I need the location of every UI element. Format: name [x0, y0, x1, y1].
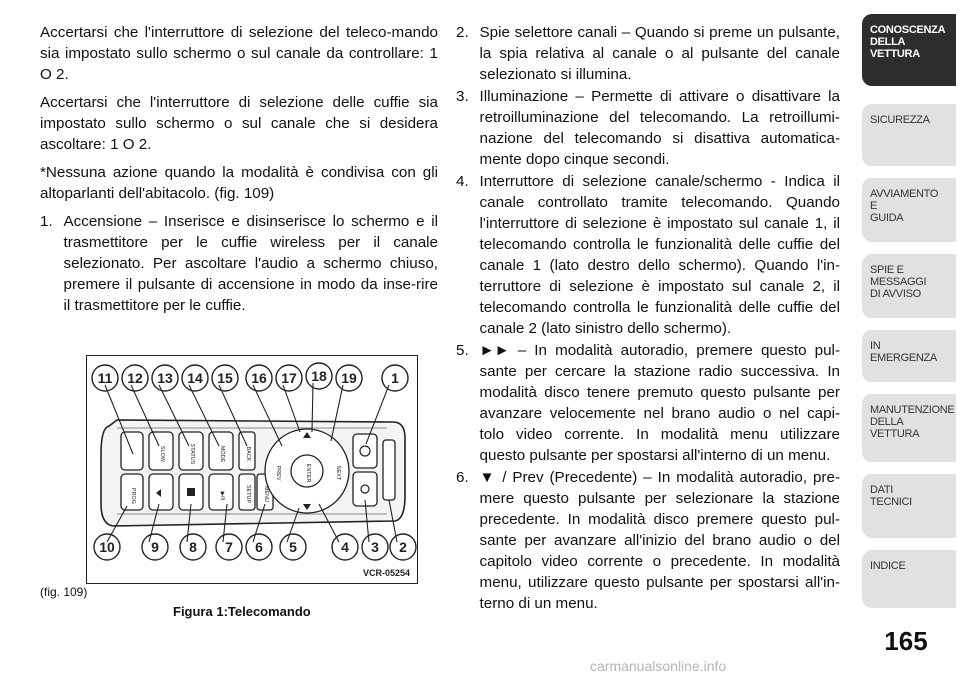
- menu-label: MENU: [263, 485, 269, 503]
- list-item: [456, 171, 840, 339]
- sidebar-tab-label: INDICE: [870, 560, 906, 572]
- callout-number: 11: [97, 370, 113, 386]
- callout-number: 1: [391, 370, 399, 386]
- remote-control-illustration: [87, 356, 417, 583]
- callout-number: 19: [341, 370, 357, 386]
- list-item-text: Accensione – Inserisce e disinserisce lo schermo e il trasmettitore per le cuffie wireless per il canale selezionato. Per ascoltare l'audio a schermo chiuso, premere il pulsante di accensione in modo da inse-rire il trasmettitore per le cuffie.: [63, 213, 438, 314]
- list-item-text: ▼ / Prev (Precedente) – In modalità autoradio, pre-mere questo pulsante per selezionare la stazione precedente. In modalità disco premere questo pul-sante per avanzare all'inizio del brano audio o del capitolo video corrente o precedente. In modalità menu, utilizzare questo pulsante per spostarsi all'in-terno di un menu.: [479, 469, 840, 612]
- sidebar-tab-label: MANUTENZIONE: [870, 404, 955, 416]
- sidebar-tab-label: VETTURA: [870, 428, 920, 440]
- callout-number: 5: [289, 539, 297, 555]
- callout-number: 13: [157, 370, 173, 386]
- callout-number: 16: [251, 370, 267, 386]
- sidebar-tab-3[interactable]: [862, 178, 956, 242]
- sidebar-tab-label: EMERGENZA: [870, 352, 937, 364]
- chapter-sidebar: [862, 0, 960, 678]
- stop-icon: [187, 488, 195, 496]
- sidebar-tab-label: GUIDA: [870, 212, 904, 224]
- sidebar-tab-label: E: [870, 200, 878, 212]
- list-item-number: 3.: [456, 88, 469, 105]
- power-button: [353, 434, 377, 468]
- list-item: [40, 211, 438, 316]
- list-item: [456, 340, 840, 466]
- sidebar-tab-label: MESSAGGI: [870, 276, 927, 288]
- list-item-number: 6.: [456, 469, 469, 486]
- sidebar-tab-4[interactable]: [862, 254, 956, 318]
- watermark: carmanualsonline.info: [590, 658, 727, 674]
- prev-label: PREV: [275, 465, 281, 481]
- mode-label: MODE: [219, 445, 225, 463]
- sidebar-tab-label: DELLA: [870, 416, 904, 428]
- back-label: BACK: [245, 446, 251, 462]
- enter-label: ENTER: [305, 463, 311, 483]
- next-label: NEXT: [335, 465, 341, 481]
- callout-number: 9: [151, 539, 159, 555]
- sidebar-tab-5[interactable]: [862, 330, 956, 382]
- figure-reference: (fig. 109): [40, 585, 88, 599]
- callout-number: 18: [311, 368, 327, 384]
- sidebar-tab-1[interactable]: [862, 14, 956, 86]
- list-item-number: 2.: [456, 24, 469, 41]
- setup-label: SETUP: [245, 484, 251, 504]
- sidebar-tab-label: VETTURA: [870, 48, 920, 60]
- remote-control-figure: [86, 355, 418, 584]
- list-item: [456, 86, 840, 170]
- sidebar-tab-label: IN: [870, 340, 881, 352]
- list-item-text: Spie selettore canali – Quando si preme un pulsante, la spia relativa al canale o al pulsante del canale selezionato si illumina.: [479, 24, 840, 83]
- paragraph-note: *Nessuna azione quando la modalità è condivisa con gli altoparlanti dell'abitacolo. (fig. 109): [40, 164, 438, 202]
- sidebar-tab-label: DI AVVISO: [870, 288, 921, 300]
- list-item: [456, 467, 840, 614]
- sidebar-tab-2[interactable]: [862, 104, 956, 166]
- slow-label: SLOW: [159, 445, 165, 463]
- figure-caption: Figura 1:Telecomando: [173, 604, 311, 619]
- sidebar-tab-label: DELLA: [870, 36, 906, 48]
- status-label: STATUS: [189, 443, 195, 465]
- callout-number: 15: [217, 370, 233, 386]
- callout-number: 2: [399, 539, 407, 555]
- prog-label: PROG: [130, 487, 136, 505]
- callout-number: 12: [127, 370, 143, 386]
- callout-number: 17: [281, 370, 297, 386]
- page-number: 165: [884, 626, 928, 656]
- callout-number: 4: [341, 539, 349, 555]
- sidebar-tab-6[interactable]: [862, 394, 956, 462]
- left-column: [40, 22, 438, 317]
- sidebar-tab-7[interactable]: [862, 474, 956, 538]
- list-item-number: 1.: [40, 213, 53, 230]
- list-item-number: 5.: [456, 342, 469, 359]
- list-item-text: Illuminazione – Permette di attivare o disattivare la retroilluminazione del telecomando. La retroillumi-nazione del telecomando si disattiva automatica-mente dopo cinque secondi.: [479, 88, 840, 168]
- callout-number: 10: [99, 539, 115, 555]
- sidebar-tab-label: DATI: [870, 484, 894, 496]
- callout-number: 8: [189, 539, 197, 555]
- paragraph-channel-switch: Accertarsi che l'interruttore di selezione del teleco-mando sia impostato sullo schermo o sul canale da controllare: 1 O 2.: [40, 24, 438, 83]
- list-item-text: ►► – In modalità autoradio, premere questo pul-sante per cercare la stazione radio successiva. In modalità disco tenere premuto questo pulsante per avanzare velocemente nel brano audio o nel capi-tolo video corrente. In modalità menu utilizzare questo pulsante per spostarsi all'interno di un menu.: [479, 342, 840, 464]
- callout-number: 14: [187, 370, 203, 386]
- channel-selector: [383, 440, 395, 500]
- list-item-number: 4.: [456, 173, 469, 190]
- paragraph-headphone-switch: Accertarsi che l'interruttore di selezione delle cuffie sia impostato sullo schermo o sul canale che si desidera ascoltare: 1 O 2.: [40, 94, 438, 153]
- sidebar-tab-label: SICUREZZA: [870, 114, 930, 126]
- callout-number: 3: [371, 539, 379, 555]
- sidebar-tab-label: AVVIAMENTO: [870, 188, 939, 200]
- callout-number: 7: [225, 539, 233, 555]
- sidebar-tab-label: TECNICI: [870, 496, 912, 508]
- figure-code: VCR-05254: [363, 568, 411, 578]
- play-pause-label: ▶/II: [219, 491, 225, 501]
- callout-number: 6: [255, 539, 263, 555]
- list-item-text: Interruttore di selezione canale/schermo - Indica il canale controllato tramite telecomando. Quando l'interruttore di selezione è impostato sul canale 1, il telecomando controlla le funzionalità delle cuffie del canale 1 (lato destro dello schermo). Quando l'in-terruttore di selezione è impostato sul canale 2, il telecomando controlla le funzionalità delle cuffie del canale 2 (lato sinistro dello schermo).: [479, 173, 840, 337]
- right-column: [456, 22, 840, 615]
- sidebar-tab-label: CONOSCENZA: [870, 24, 946, 36]
- list-item: [456, 22, 840, 85]
- sidebar-tab-label: SPIE E: [870, 264, 904, 276]
- sidebar-tab-8[interactable]: [862, 550, 956, 608]
